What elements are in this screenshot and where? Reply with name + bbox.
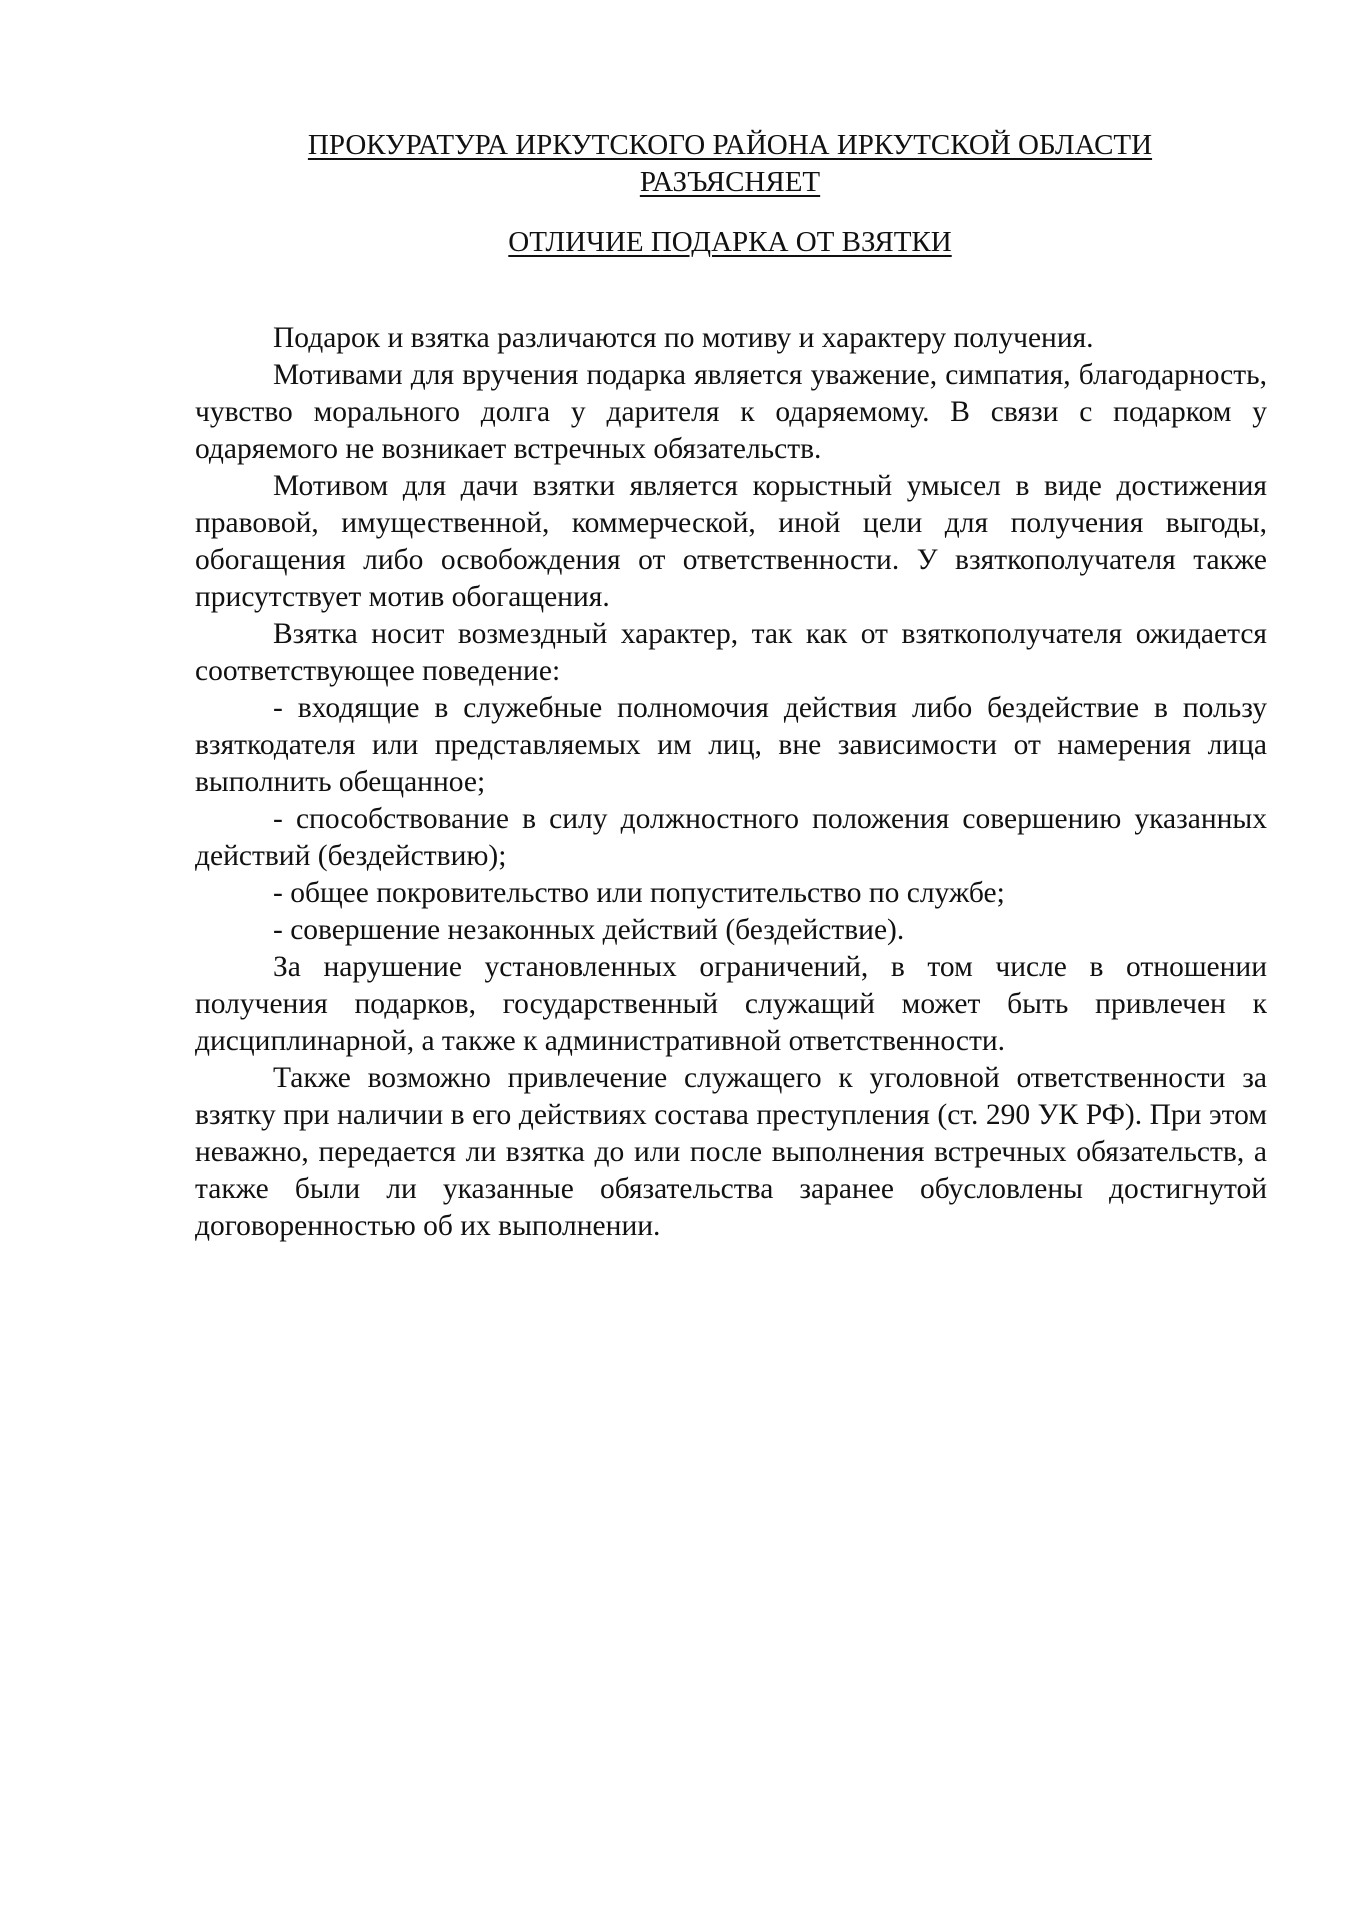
header-line-1: [200, 127, 1260, 164]
header-line-1-text: ПРОКУРАТУРА ИРКУТСКОГО РАЙОНА ИРКУТСКОЙ ОБЛАСТИ: [307, 129, 1153, 161]
body-paragraph: Мотивом для дачи взятки является корыстный умысел в виде достижения правовой, имущественной, коммерческой, иной цели для получения выгоды, обогащения либо освобождения от ответственности. У взяткополучателя также присутствует мотив обогащения.: [195, 470, 1267, 613]
header-line-2: [200, 164, 1260, 201]
document-title: [200, 224, 1260, 261]
list-item: - совершение незаконных действий (бездействие).: [273, 914, 905, 946]
body-paragraph: Мотивами для вручения подарка является уважение, симпатия, благодарность, чувство морального долга у дарителя к одаряемому. В связи с подарком у одаряемого не возникает встречных обязательств.: [195, 359, 1267, 465]
list-item: - входящие в служебные полномочия действия либо бездействие в пользу взяткодателя или представляемых им лиц, вне зависимости от намерения лица выполнить обещанное;: [195, 692, 1267, 798]
list-item: - способствование в силу должностного положения совершению указанных действий (бездействию);: [195, 803, 1267, 872]
header-line-2-text: РАЗЪЯСНЯЕТ: [639, 166, 821, 198]
document-title-text: ОТЛИЧИЕ ПОДАРКА ОТ ВЗЯТКИ: [508, 226, 952, 258]
body-paragraph: Подарок и взятка различаются по мотиву и характеру получения.: [273, 322, 1094, 354]
body-paragraph: За нарушение установленных ограничений, в том числе в отношении получения подарков, государственный служащий может быть привлечен к дисциплинарной, а также к административной ответственности.: [195, 951, 1267, 1057]
body-paragraph: Также возможно привлечение служащего к уголовной ответственности за взятку при наличии в его действиях состава преступления (ст. 290 УК РФ). При этом неважно, передается ли взятка до или после выполнения встречных обязательств, а также были ли указанные обязательства заранее обусловлены достигнутой договоренностью об их выполнении.: [195, 1062, 1267, 1242]
document-body: [195, 320, 1267, 1245]
document-header: [200, 127, 1260, 201]
body-paragraph: Взятка носит возмездный характер, так как от взяткополучателя ожидается соответствующее поведение:: [195, 618, 1267, 687]
list-item: - общее покровительство или попустительство по службе;: [273, 877, 1005, 909]
